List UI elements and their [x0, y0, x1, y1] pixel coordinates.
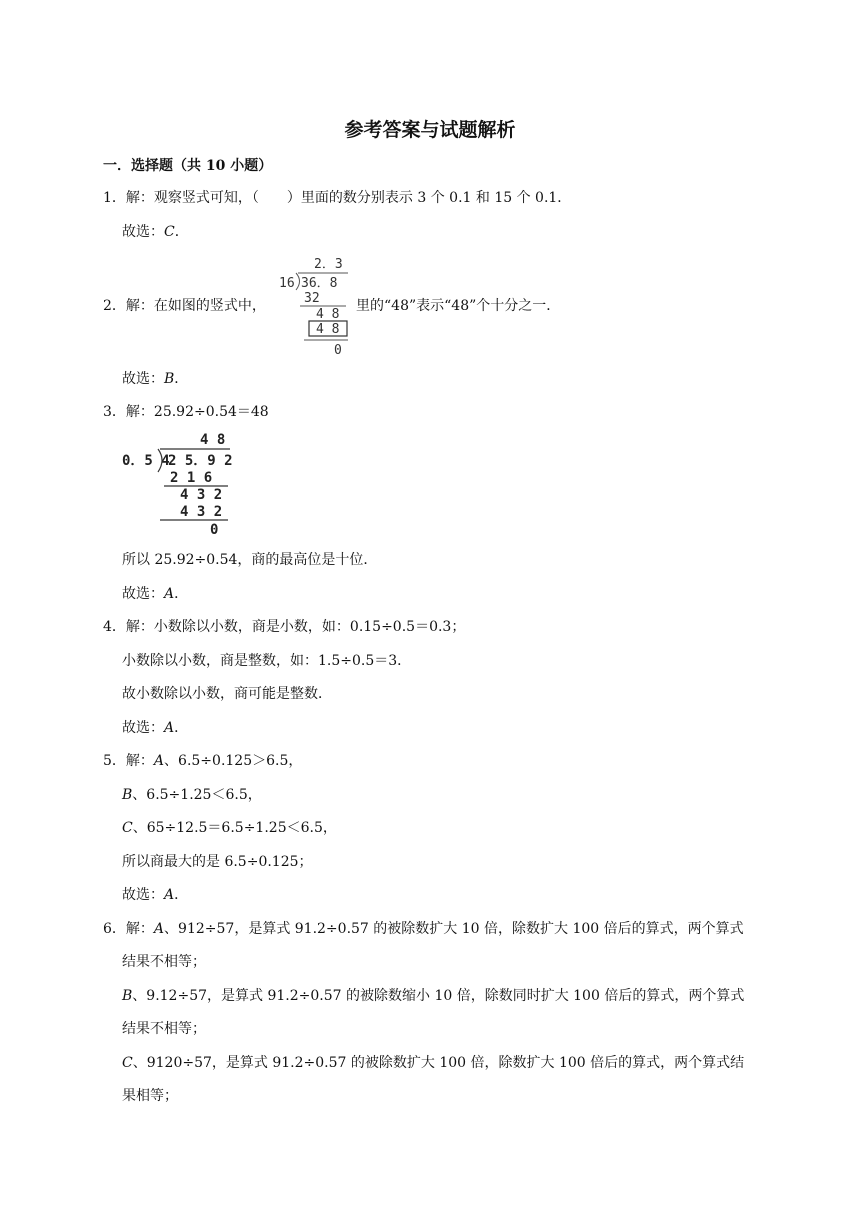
q3-divisor: 0．5 4: [122, 453, 170, 469]
q2-subtract-1: 32: [304, 291, 320, 306]
q1-explanation: 1．解：观察竖式可知，（ ）里面的数分别表示 3 个 0.1 和 15 个 0.1．: [103, 190, 572, 206]
q3-final: 0: [210, 522, 219, 538]
q3-remainder-1: 4 3 2: [180, 487, 223, 503]
q2-remainder-1: 4 8: [316, 307, 340, 322]
q3-answer: 故选：A．: [122, 586, 189, 602]
q5-answer: 故选：A．: [122, 887, 189, 903]
q6-line-2: 结果不相等；: [122, 954, 206, 970]
q5-explanation: 5．解：A、6.5÷0.125＞6.5，: [103, 753, 303, 769]
q2-division-figure: [276, 256, 356, 362]
q2-boxed-value: 4 8: [316, 322, 340, 337]
q3-division-figure: [120, 430, 235, 542]
q5-option-b: B、6.5÷1.25＜6.5，: [122, 787, 262, 803]
q4-answer: 故选：A．: [122, 720, 189, 736]
q3-quotient: 4 8: [200, 432, 226, 448]
q6-option-b: B、9.12÷57，是算式 91.2÷0.57 的被除数缩小 10 倍，除数同时扩大 100 倍后的算式，两个算式: [122, 988, 745, 1004]
q6-option-c: C、9120÷57，是算式 91.2÷0.57 的被除数扩大 100 倍，除数扩大 100 倍后的算式，两个算式结: [122, 1055, 745, 1071]
q2-explanation-cont: 里的“48”表示“48”个十分之一．: [356, 298, 561, 314]
page-title: 参考答案与试题解析: [344, 119, 516, 141]
q6-line-4: 结果不相等；: [122, 1021, 206, 1037]
section-heading: 一．选择题（共 10 小题）: [103, 158, 273, 174]
q5-conclusion: 所以商最大的是 6.5÷0.125；: [122, 854, 313, 870]
q3-subtract-2: 4 3 2: [180, 504, 223, 520]
q3-explanation: 3．解：25.92÷0.54＝48: [103, 404, 269, 420]
q5-option-c: C、65÷12.5＝6.5÷1.25＜6.5，: [122, 820, 337, 836]
q6-explanation: 6．解：A、912÷57，是算式 91.2÷0.57 的被除数扩大 10 倍，除数扩大 100 倍后的算式，两个算式: [103, 921, 744, 937]
q3-dividend: 2 5．9 2: [168, 453, 233, 469]
q6-line-6: 果相等；: [122, 1088, 178, 1104]
q4-line-2: 小数除以小数，商是整数，如：1.5÷0.5＝3．: [122, 653, 412, 669]
q2-divisor: 16: [279, 276, 295, 291]
q1-answer: 故选：C．: [122, 224, 189, 240]
q2-quotient: 2．3: [314, 257, 343, 272]
q4-line-3: 故小数除以小数，商可能是整数．: [122, 686, 332, 702]
q2-final: 0: [334, 343, 342, 358]
q3-conclusion: 所以 25.92÷0.54，商的最高位是十位．: [122, 552, 378, 568]
q3-subtract-1: 2 1 6: [170, 470, 213, 486]
q2-explanation: 2．解：在如图的竖式中，: [103, 298, 266, 314]
q2-answer: 故选：B．: [122, 371, 189, 387]
q4-explanation: 4．解：小数除以小数，商是小数，如：0.15÷0.5＝0.3；: [103, 619, 466, 635]
q2-dividend: 36．8: [301, 276, 338, 291]
